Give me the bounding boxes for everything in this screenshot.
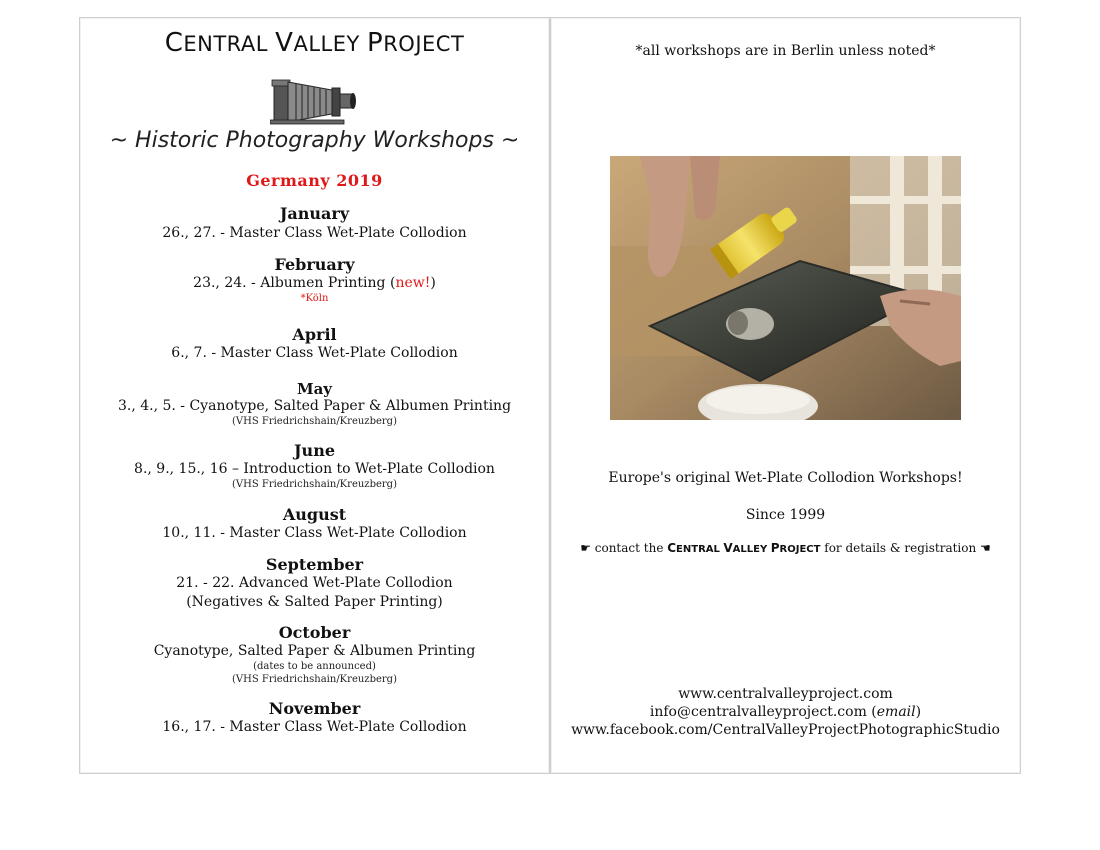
info-panel: [550, 17, 1021, 774]
website-link[interactable]: www.centralvalleyproject.com: [678, 686, 893, 702]
month-heading-september: September: [265, 555, 364, 574]
workshop-entry-detail: (Negatives & Salted Paper Printing): [186, 594, 443, 610]
schedule-year-heading: Germany 2019: [246, 171, 383, 190]
workshop-entry: 21. - 22. Advanced Wet-Plate Collodion: [176, 575, 453, 591]
workshop-entry: 26., 27. - Master Class Wet-Plate Collodion: [162, 225, 467, 241]
page-subtitle: ~ Historic Photography Workshops ~: [109, 128, 520, 153]
facebook-link[interactable]: www.facebook.com/CentralValleyProjectPhotographicStudio: [571, 722, 1000, 738]
location-note: *Köln: [300, 293, 329, 304]
location-note: (VHS Friedrichshain/Kreuzberg): [232, 674, 397, 685]
workshop-schedule-panel: [79, 17, 550, 774]
month-heading-october: October: [278, 623, 351, 642]
month-heading-november: November: [268, 699, 361, 718]
location-note: (VHS Friedrichshain/Kreuzberg): [232, 479, 397, 490]
workshop-entry: 10., 11. - Master Class Wet-Plate Collodion: [162, 525, 467, 541]
month-heading-february: February: [274, 255, 355, 274]
location-note: (VHS Friedrichshain/Kreuzberg): [232, 416, 397, 427]
contact-line: ☛ contact the CENTRAL VALLEY PROJECT for details & registration ☚: [580, 541, 991, 555]
month-heading-june: June: [293, 441, 335, 460]
month-heading-april: April: [292, 325, 337, 344]
month-heading-august: August: [282, 505, 347, 524]
workshop-entry: 3., 4., 5. - Cyanotype, Salted Paper & Albumen Printing: [117, 398, 512, 414]
vintage-camera-icon: [270, 74, 358, 126]
page-title: CENTRAL VALLEY PROJECT: [164, 28, 465, 58]
dates-note: (dates to be announced): [253, 661, 376, 672]
workshop-entry: 6., 7. - Master Class Wet-Plate Collodion: [171, 345, 458, 361]
workshop-entry: 23., 24. - Albumen Printing (new!): [193, 275, 436, 291]
workshop-entry: 16., 17. - Master Class Wet-Plate Collodion: [162, 719, 467, 735]
month-heading-may: May: [296, 380, 333, 398]
tagline: Europe's original Wet-Plate Collodion Workshops!: [608, 470, 963, 486]
collodion-workshop-photo: [610, 156, 961, 420]
email-link[interactable]: info@centralvalleyproject.com (email): [649, 704, 922, 720]
workshop-entry: Cyanotype, Salted Paper & Albumen Printing: [153, 643, 476, 659]
since-year: Since 1999: [745, 507, 826, 523]
location-notice: *all workshops are in Berlin unless noted*: [635, 43, 936, 59]
workshop-entry: 8., 9., 15., 16 – Introduction to Wet-Plate Collodion: [134, 461, 495, 477]
month-heading-january: January: [279, 204, 350, 223]
new-badge: new!: [395, 275, 431, 291]
